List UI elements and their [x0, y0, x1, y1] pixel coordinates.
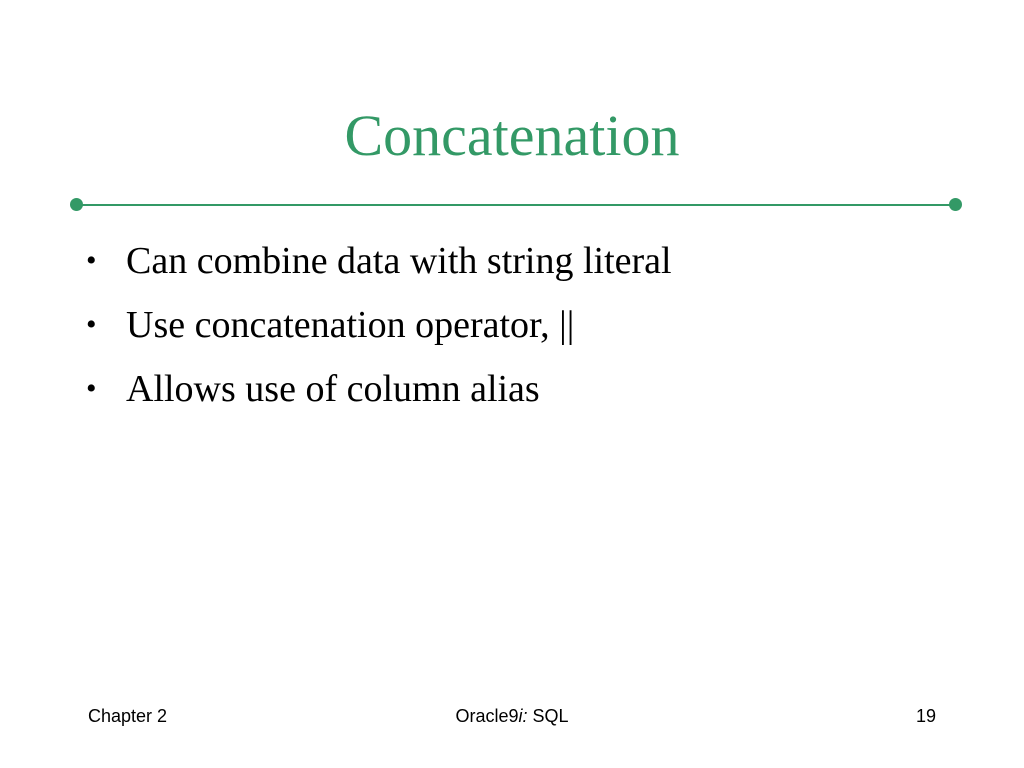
slide-number: 19: [915, 706, 936, 726]
footer-course-prefix: Oracle9: [455, 706, 519, 726]
list-item: [86, 293, 966, 357]
bullet-text: Can combine data with string literal: [126, 240, 672, 282]
bullet-icon: •: [86, 244, 97, 277]
bullet-text: Use concatenation operator, ||: [126, 304, 575, 346]
footer-chapter: Chapter 2: [88, 706, 168, 726]
footer-course-suffix: SQL: [527, 706, 569, 726]
bullet-icon: •: [86, 308, 97, 341]
slide-title: Concatenation: [344, 103, 680, 168]
bullet-list: [86, 229, 966, 421]
list-item: [86, 357, 966, 421]
title-divider-rule: [76, 204, 956, 206]
list-item: [86, 229, 966, 293]
footer-course-title: [0, 706, 1024, 727]
rule-right-dot: [949, 198, 962, 211]
bullet-text: Allows use of column alias: [126, 368, 540, 410]
bullet-icon: •: [86, 372, 97, 405]
footer-course-italic: i:: [518, 706, 528, 726]
